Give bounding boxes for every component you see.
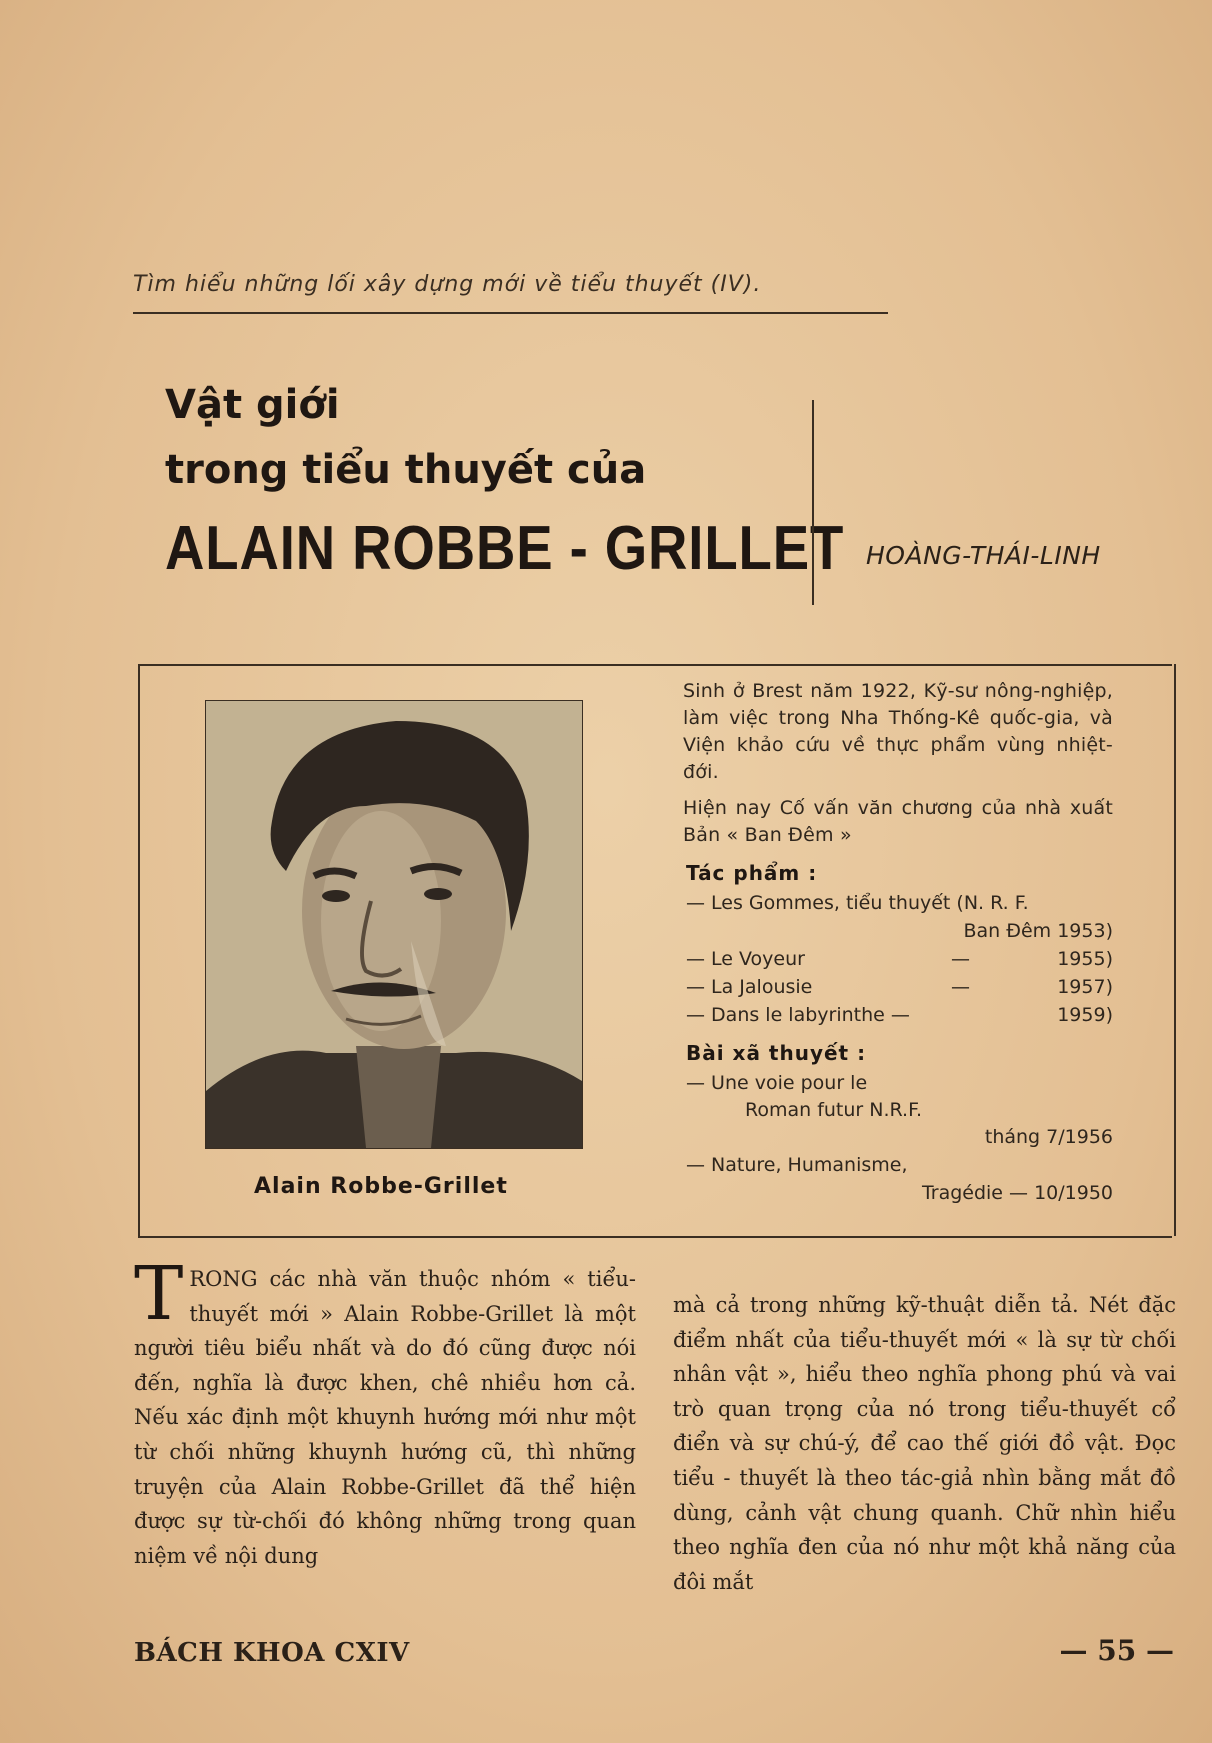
bio-paragraph: Sinh ở Brest năm 1922, Kỹ-sư nông-nghiệp, làm việc trong Nha Thống-Kê quốc-gia, và Viện khảo cứu về thực phẩm vùng nhiệt-đới. [683, 680, 1113, 783]
essay-date: tháng 7/1956 [984, 1126, 1113, 1148]
portrait-caption: Alain Robbe-Grillet [254, 1174, 508, 1199]
title-line-2: trong tiểu thuyết của [165, 447, 647, 493]
bio-paragraph: Hiện nay Cố vấn văn chương của nhà xuất Bản « Ban Đêm » [683, 797, 1113, 846]
author-portrait [205, 700, 583, 1149]
body-paragraph: mà cả trong những kỹ-thuật diễn tả. Nét đặc điểm nhất của tiểu-thuyết mới « là sự từ chối nhân vật », hiểu theo nghĩa phong phú và vai trò quan trọng của nó trong tiểu-thuyết cổ điển và sự chú-ý, để cao thế giới đồ vật. Đọc tiểu - thuyết là theo tác-giả nhìn bằng mắt đồ dùng, cảnh vật chung quanh. Chữ nhìn hiểu theo nghĩa đen của nó như một khả năng của đôi mắt [673, 1293, 1176, 1594]
work-dash: — [951, 948, 970, 970]
body-column-left [134, 1251, 636, 1573]
work-year: 1957) [1057, 976, 1113, 998]
essays-heading: Bài xã thuyết : [686, 1041, 867, 1065]
works-heading: Tác phẩm : [686, 861, 818, 885]
work-dash: — [951, 976, 970, 998]
essay-item-continuation: Tragédie — 10/1950 [921, 1182, 1113, 1204]
essay-item-continuation: Roman futur N.R.F. [745, 1099, 923, 1121]
work-item [683, 945, 1113, 973]
author-name: HOÀNG-THÁI-LINH [866, 541, 1101, 570]
title-subject-name: ALAIN ROBBE - GRILLET [165, 514, 845, 583]
article-title [165, 382, 845, 583]
work-item [683, 1001, 1113, 1029]
drop-cap: T [134, 1251, 184, 1337]
series-heading: Tìm hiểu những lối xây dựng mới về tiểu thuyết (IV). [133, 272, 762, 297]
author-bio [683, 678, 1113, 1207]
work-item: — Les Gommes, tiểu thuyết (N. R. F. [686, 892, 1029, 914]
work-item [683, 973, 1113, 1001]
work-title: — La Jalousie [686, 976, 813, 998]
series-heading-rule [133, 312, 888, 314]
bio-box-bottom-rule [138, 1236, 1172, 1238]
work-year: 1959) [1057, 1004, 1113, 1026]
work-title: — Le Voyeur [686, 948, 805, 970]
page-number: — 55 — [1059, 1634, 1174, 1667]
essay-item: — Une voie pour le [686, 1072, 868, 1094]
work-title: — Dans le labyrinthe — [686, 1004, 910, 1026]
work-dash [951, 1001, 1011, 1029]
work-item-continuation: Ban Đêm 1953) [963, 920, 1113, 942]
magazine-footer: BÁCH KHOA CXIV [134, 1638, 410, 1668]
body-text: RONG các nhà văn thuộc nhóm « tiểu-thuyết mới » Alain Robbe-Grillet là một người tiêu biểu nhất và do đó cũng được nói đến, nghĩa là được khen, chê nhiều hơn cả. Nếu xác định một khuynh hướng mới như một từ chối những khuynh hướng cũ, thì những truyện của Alain Robbe-Grillet đã thể hiện được sự từ-chối đó không những trong quan niệm về nội dung [134, 1267, 636, 1568]
essay-item: — Nature, Humanisme, [686, 1154, 908, 1176]
bio-box-top-rule [138, 664, 1172, 666]
body-column-right [673, 1288, 1176, 1599]
work-year: 1955) [1057, 948, 1113, 970]
title-divider [812, 400, 814, 605]
portrait-illustration [206, 701, 582, 1148]
body-paragraph [134, 1251, 636, 1573]
title-line-1: Vật giới [165, 382, 340, 428]
